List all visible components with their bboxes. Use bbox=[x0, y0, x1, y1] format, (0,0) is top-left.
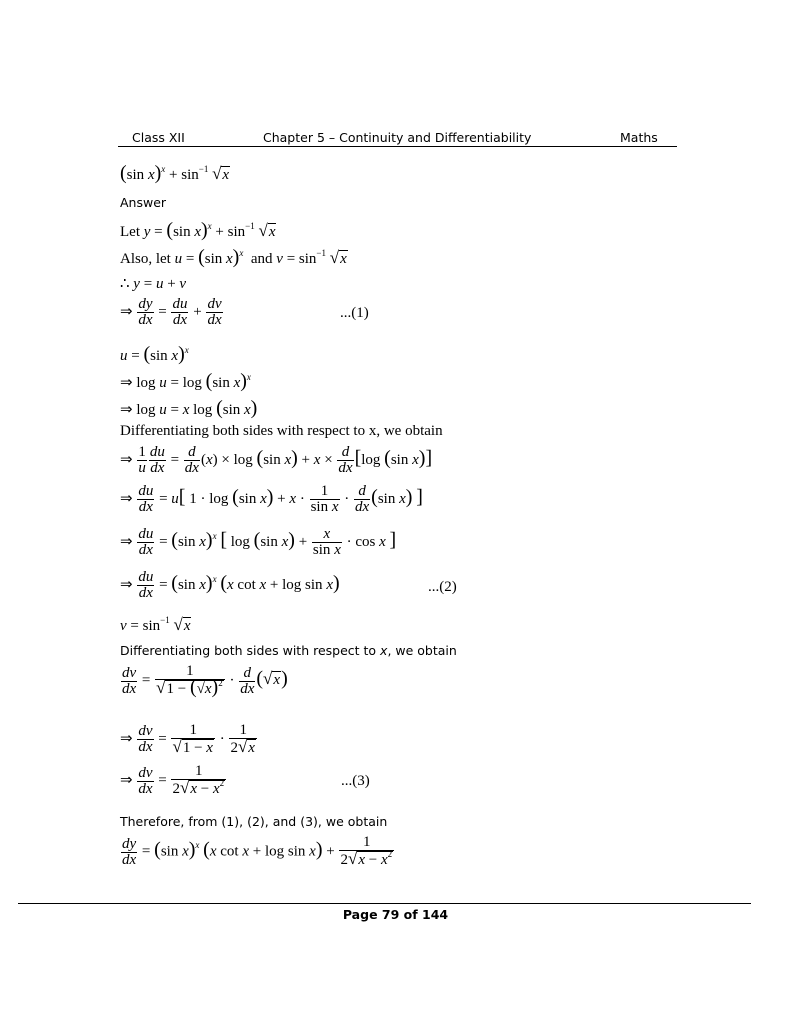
equation-label-3: ...(3) bbox=[341, 773, 370, 789]
header-chapter: Chapter 5 – Continuity and Differentiability bbox=[263, 130, 532, 145]
equation-log-u: ⇒ log u = log (sin x)$^x$ bbox=[120, 370, 251, 392]
equation-diff-log-u: ⇒ $\frac{1}{u}$ $\frac{du}{dx}$ = $\frac{d}{dx}$ (x) × log (sin x) + x × $\frac{d}{dx}$ [log (sin x)] bbox=[120, 444, 433, 476]
equation-final-result: $\frac{dy}{dx}$ = (sin x)$^x$ (x cot x + log sin x) + $\frac{1}{2√x - x^2}$ bbox=[122, 834, 393, 868]
question-expression: (sin $x)^x + \sin^{-1} √x$ bbox=[120, 162, 230, 184]
equation-v-def: $v = \sin^{-1} √x$ bbox=[120, 615, 191, 634]
page-number: Page 79 of 144 bbox=[342, 907, 449, 922]
equation-du-dx-final: ⇒ $\frac{du}{dx}$ = (sin x)$^x$ (x cot x + log sin x) bbox=[120, 569, 340, 601]
equation-y-sum: ∴ y = u + v bbox=[120, 276, 187, 292]
equation-label-1: ...(1) bbox=[340, 305, 369, 321]
equation-u-def: u = (sin x)$^x$ bbox=[120, 343, 189, 365]
answer-label: Answer bbox=[120, 195, 167, 210]
header-subject: Maths bbox=[620, 130, 658, 145]
equation-dv-dx-step2: ⇒ $\frac{dv}{dx}$ = $\frac{1}{√1 - x}$ · $\frac{1}{2√x}$ bbox=[120, 722, 255, 756]
equation-dv-dx-final: ⇒ $\frac{dv}{dx}$ = $\frac{1}{2√x - x^2}$ bbox=[120, 763, 225, 797]
equation-dv-dx-step1: $\frac{dv}{dx}$ = $\frac{1}{√1 - (√x)^2}$ · $\frac{d}{dx}$ (√x) bbox=[122, 663, 288, 698]
equation-label-2: ...(2) bbox=[428, 579, 457, 595]
therefore-statement: Therefore, from (1), (2), and (3), we obtain bbox=[120, 814, 388, 829]
equation-let-y: Let y = (sin $x)^x + \sin^{-1} √x$ bbox=[120, 219, 276, 241]
equation-let-u-v: Also, let u = (sin x)$^x$ and $v = \sin^{-1} √x$ bbox=[120, 246, 347, 268]
equation-du-dx-step1: ⇒ $\frac{du}{dx}$ = u[ 1 · log (sin x) + x · $\frac{1}{\text{sin x}}$ · $\frac{d}{dx}$ (sin x) ] bbox=[120, 483, 423, 515]
equation-du-dx-step2: ⇒ $\frac{du}{dx}$ = (sin x)$^x$ [ log (sin x) + $\frac{x}{\text{sin x}}$ · cos x ] bbox=[120, 526, 397, 558]
footer-divider bbox=[18, 903, 751, 904]
differentiating-statement-serif: Differentiating both sides with respect to x, we obtain bbox=[120, 423, 443, 439]
header-divider bbox=[118, 146, 677, 147]
equation-log-u-expanded: ⇒ log u = x log (sin x) bbox=[120, 397, 258, 419]
differentiating-statement: Differentiating both sides with respect to x, we obtain bbox=[120, 643, 457, 658]
header-class: Class XII bbox=[132, 130, 185, 145]
equation-dy-dx-sum: ⇒ $\frac{dy}{dx}$ = $\frac{du}{dx}$ + $\frac{dv}{dx}$ bbox=[120, 296, 222, 328]
